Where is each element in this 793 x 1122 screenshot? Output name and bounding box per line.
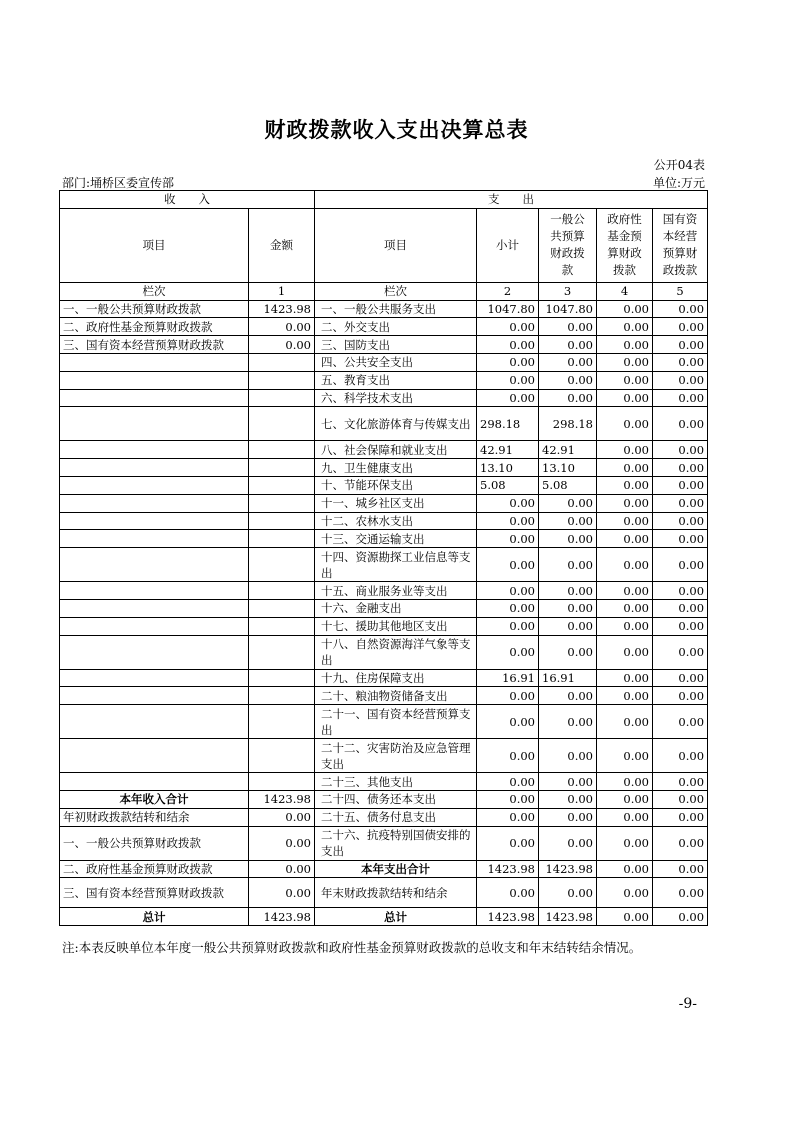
gov-fund-cell: 0.00 [597, 773, 653, 791]
subtotal-cell: 0.00 [477, 336, 539, 354]
subtotal-cell: 298.18 [477, 407, 539, 441]
gov-fund-cell: 0.00 [597, 353, 653, 371]
gov-fund-cell: 0.00 [597, 790, 653, 808]
expense-item-cell: 十四、资源勘探工业信息等支出 [315, 548, 477, 582]
expense-item-cell: 二十、粮油物资储备支出 [315, 687, 477, 705]
table-row [60, 687, 708, 705]
subtotal-cell: 0.00 [477, 878, 539, 908]
gov-fund-cell: 0.00 [597, 582, 653, 600]
subtotal-cell: 1047.80 [477, 300, 539, 318]
subtotal-cell: 16.91 [477, 669, 539, 687]
income-amount-cell [249, 441, 315, 459]
income-item-cell [60, 635, 249, 669]
expense-item-cell: 四、公共安全支出 [315, 353, 477, 371]
gov-fund-cell: 0.00 [597, 860, 653, 878]
gov-fund-cell: 0.00 [597, 300, 653, 318]
col-number-5: 5 [653, 282, 708, 300]
state-capital-cell: 0.00 [653, 582, 708, 600]
table-row [60, 908, 708, 926]
general-budget-cell: 0.00 [539, 353, 597, 371]
gov-fund-cell: 0.00 [597, 407, 653, 441]
subtotal-cell: 0.00 [477, 739, 539, 773]
department-label: 部门:埇桥区委宣传部 [62, 176, 175, 190]
income-item-cell [60, 494, 249, 512]
expense-item-cell: 二十二、灾害防治及应急管理支出 [315, 739, 477, 773]
income-item-cell: 二、政府性基金预算财政拨款 [60, 860, 249, 878]
income-item-cell [60, 669, 249, 687]
income-item-cell: 一、一般公共预算财政拨款 [60, 826, 249, 860]
state-capital-cell: 0.00 [653, 353, 708, 371]
general-budget-cell: 0.00 [539, 635, 597, 669]
general-budget-cell: 0.00 [539, 371, 597, 389]
income-item-cell [60, 512, 249, 530]
expense-item-cell: 三、国防支出 [315, 336, 477, 354]
expense-item-cell: 十九、住房保障支出 [315, 669, 477, 687]
income-amount-cell: 1423.98 [249, 300, 315, 318]
expense-item-cell: 十八、自然资源海洋气象等支出 [315, 635, 477, 669]
state-capital-cell: 0.00 [653, 635, 708, 669]
income-amount-cell [249, 459, 315, 477]
subtotal-cell: 0.00 [477, 705, 539, 739]
subtotal-cell: 0.00 [477, 790, 539, 808]
income-item-cell [60, 389, 249, 407]
gov-fund-cell: 0.00 [597, 476, 653, 494]
general-budget-cell: 0.00 [539, 318, 597, 336]
state-capital-cell: 0.00 [653, 860, 708, 878]
gov-fund-cell: 0.00 [597, 878, 653, 908]
expense-item-cell: 十三、交通运输支出 [315, 530, 477, 548]
income-item-cell: 三、国有资本经营预算财政拨款 [60, 336, 249, 354]
general-budget-cell: 0.00 [539, 599, 597, 617]
gov-fund-cell: 0.00 [597, 530, 653, 548]
table-row [60, 371, 708, 389]
general-budget-cell: 0.00 [539, 582, 597, 600]
header-row-section [60, 191, 708, 209]
income-item-cell [60, 582, 249, 600]
income-amount-cell [249, 494, 315, 512]
gov-fund-cell: 0.00 [597, 494, 653, 512]
col-gov-fund: 政府性基金预算财政拨款 [597, 208, 653, 282]
subtotal-cell: 0.00 [477, 494, 539, 512]
page-number: -9- [678, 996, 697, 1012]
subtotal-cell: 0.00 [477, 318, 539, 336]
income-amount-cell [249, 582, 315, 600]
income-amount-cell [249, 371, 315, 389]
state-capital-cell: 0.00 [653, 494, 708, 512]
state-capital-cell: 0.00 [653, 599, 708, 617]
table-row [60, 530, 708, 548]
income-item-cell [60, 476, 249, 494]
table-row [60, 617, 708, 635]
state-capital-cell: 0.00 [653, 548, 708, 582]
table-row [60, 353, 708, 371]
expense-item-cell: 十、节能环保支出 [315, 476, 477, 494]
expense-item-cell: 本年支出合计 [315, 860, 477, 878]
table-row [60, 336, 708, 354]
income-item-cell [60, 705, 249, 739]
gov-fund-cell: 0.00 [597, 459, 653, 477]
table-row [60, 389, 708, 407]
col-number-1: 1 [249, 282, 315, 300]
general-budget-cell: 0.00 [539, 808, 597, 826]
general-budget-cell: 0.00 [539, 705, 597, 739]
income-item-cell [60, 617, 249, 635]
gov-fund-cell: 0.00 [597, 318, 653, 336]
state-capital-cell: 0.00 [653, 617, 708, 635]
income-item-cell [60, 739, 249, 773]
state-capital-cell: 0.00 [653, 773, 708, 791]
income-amount-cell [249, 705, 315, 739]
table-row [60, 790, 708, 808]
income-item-cell [60, 773, 249, 791]
subtotal-cell: 0.00 [477, 371, 539, 389]
general-budget-cell: 42.91 [539, 441, 597, 459]
gov-fund-cell: 0.00 [597, 808, 653, 826]
income-amount-cell: 0.00 [249, 318, 315, 336]
subtotal-cell: 0.00 [477, 512, 539, 530]
subtotal-cell: 0.00 [477, 808, 539, 826]
page-title: 财政拨款收入支出决算总表 [264, 117, 529, 142]
table-row [60, 808, 708, 826]
col-number-3: 3 [539, 282, 597, 300]
col-number-4: 4 [597, 282, 653, 300]
header-row-numbers [60, 282, 708, 300]
general-budget-cell: 0.00 [539, 826, 597, 860]
state-capital-cell: 0.00 [653, 790, 708, 808]
subtotal-cell: 0.00 [477, 582, 539, 600]
unit-label: 单位:万元 [652, 176, 705, 190]
general-budget-cell: 0.00 [539, 687, 597, 705]
state-capital-cell: 0.00 [653, 878, 708, 908]
table-row [60, 476, 708, 494]
footnote: 注:本表反映单位本年度一般公共预算财政拨款和政府性基金预算财政拨款的总收支和年末结转结余情况。 [62, 940, 642, 955]
income-amount-cell [249, 548, 315, 582]
income-amount-cell: 0.00 [249, 860, 315, 878]
gov-fund-cell: 0.00 [597, 389, 653, 407]
income-item-cell: 三、国有资本经营预算财政拨款 [60, 878, 249, 908]
income-item-cell [60, 407, 249, 441]
gov-fund-cell: 0.00 [597, 371, 653, 389]
subtotal-cell: 0.00 [477, 530, 539, 548]
table-row [60, 494, 708, 512]
income-item-cell [60, 441, 249, 459]
income-item-cell: 一、一般公共预算财政拨款 [60, 300, 249, 318]
expense-item-cell: 五、教育支出 [315, 371, 477, 389]
expense-item-cell: 年末财政拨款结转和结余 [315, 878, 477, 908]
general-budget-cell: 0.00 [539, 512, 597, 530]
income-amount-cell [249, 353, 315, 371]
col-number-2: 2 [477, 282, 539, 300]
expense-item-cell: 总计 [315, 908, 477, 926]
table-row [60, 582, 708, 600]
income-amount-cell: 0.00 [249, 878, 315, 908]
general-budget-cell: 13.10 [539, 459, 597, 477]
gov-fund-cell: 0.00 [597, 669, 653, 687]
state-capital-cell: 0.00 [653, 389, 708, 407]
table-row [60, 773, 708, 791]
general-budget-cell: 0.00 [539, 790, 597, 808]
income-amount-cell [249, 635, 315, 669]
expense-item-cell: 十二、农林水支出 [315, 512, 477, 530]
subtotal-cell: 0.00 [477, 389, 539, 407]
subtotal-cell: 0.00 [477, 687, 539, 705]
subtotal-cell: 1423.98 [477, 908, 539, 926]
general-budget-cell: 0.00 [539, 548, 597, 582]
financial-summary-table [59, 190, 708, 926]
gov-fund-cell: 0.00 [597, 635, 653, 669]
income-amount-cell [249, 512, 315, 530]
income-amount-cell: 1423.98 [249, 908, 315, 926]
expense-item-cell: 十六、金融支出 [315, 599, 477, 617]
state-capital-cell: 0.00 [653, 476, 708, 494]
expense-item-cell: 六、科学技术支出 [315, 389, 477, 407]
table-row [60, 599, 708, 617]
income-item-cell: 年初财政拨款结转和结余 [60, 808, 249, 826]
state-capital-cell: 0.00 [653, 705, 708, 739]
subtotal-cell: 13.10 [477, 459, 539, 477]
gov-fund-cell: 0.00 [597, 336, 653, 354]
state-capital-cell: 0.00 [653, 300, 708, 318]
income-amount-cell [249, 617, 315, 635]
header-row-columns [60, 208, 708, 282]
table-row [60, 441, 708, 459]
state-capital-cell: 0.00 [653, 371, 708, 389]
income-item-cell [60, 687, 249, 705]
subtotal-cell: 5.08 [477, 476, 539, 494]
income-amount-cell [249, 476, 315, 494]
form-code: 公开04表 [653, 158, 705, 172]
general-budget-cell: 5.08 [539, 476, 597, 494]
general-budget-cell: 0.00 [539, 878, 597, 908]
gov-fund-cell: 0.00 [597, 908, 653, 926]
expense-item-cell: 十一、城乡社区支出 [315, 494, 477, 512]
income-item-cell: 本年收入合计 [60, 790, 249, 808]
state-capital-cell: 0.00 [653, 826, 708, 860]
table-row [60, 739, 708, 773]
state-capital-cell: 0.00 [653, 669, 708, 687]
expense-header: 支 出 [315, 191, 708, 209]
income-amount-cell [249, 773, 315, 791]
gov-fund-cell: 0.00 [597, 441, 653, 459]
income-amount-cell: 1423.98 [249, 790, 315, 808]
general-budget-cell: 298.18 [539, 407, 597, 441]
state-capital-cell: 0.00 [653, 459, 708, 477]
expense-item-cell: 十五、商业服务业等支出 [315, 582, 477, 600]
gov-fund-cell: 0.00 [597, 512, 653, 530]
subtotal-cell: 42.91 [477, 441, 539, 459]
table-row [60, 548, 708, 582]
table-row [60, 878, 708, 908]
general-budget-cell: 1423.98 [539, 908, 597, 926]
income-amount-cell [249, 687, 315, 705]
col-general-budget: 一般公共预算财政拨款 [539, 208, 597, 282]
expense-item-cell: 二十五、债务付息支出 [315, 808, 477, 826]
col-subtotal: 小计 [477, 208, 539, 282]
state-capital-cell: 0.00 [653, 512, 708, 530]
expense-item-cell: 二十三、其他支出 [315, 773, 477, 791]
gov-fund-cell: 0.00 [597, 548, 653, 582]
state-capital-cell: 0.00 [653, 739, 708, 773]
state-capital-cell: 0.00 [653, 808, 708, 826]
state-capital-cell: 0.00 [653, 318, 708, 336]
table-row [60, 459, 708, 477]
income-item-cell: 总计 [60, 908, 249, 926]
expense-item-cell: 二十一、国有资本经营预算支出 [315, 705, 477, 739]
general-budget-cell: 0.00 [539, 773, 597, 791]
income-amount-cell: 0.00 [249, 808, 315, 826]
general-budget-cell: 0.00 [539, 336, 597, 354]
expense-item-cell: 一、一般公共服务支出 [315, 300, 477, 318]
expense-item-cell: 八、社会保障和就业支出 [315, 441, 477, 459]
state-capital-cell: 0.00 [653, 441, 708, 459]
income-item-cell [60, 548, 249, 582]
state-capital-cell: 0.00 [653, 336, 708, 354]
state-capital-cell: 0.00 [653, 687, 708, 705]
expense-item-cell: 二十六、抗疫特别国债安排的支出 [315, 826, 477, 860]
table-row [60, 669, 708, 687]
expense-item-cell: 二十四、债务还本支出 [315, 790, 477, 808]
gov-fund-cell: 0.00 [597, 599, 653, 617]
state-capital-cell: 0.00 [653, 908, 708, 926]
general-budget-cell: 0.00 [539, 389, 597, 407]
expense-item-cell: 十七、援助其他地区支出 [315, 617, 477, 635]
income-amount-cell: 0.00 [249, 826, 315, 860]
gov-fund-cell: 0.00 [597, 705, 653, 739]
income-header: 收 入 [60, 191, 315, 209]
subtotal-cell: 0.00 [477, 617, 539, 635]
col-label-income: 栏次 [60, 282, 249, 300]
subtotal-cell: 0.00 [477, 773, 539, 791]
income-amount-cell: 0.00 [249, 336, 315, 354]
income-item-cell [60, 530, 249, 548]
income-item-cell [60, 599, 249, 617]
gov-fund-cell: 0.00 [597, 826, 653, 860]
income-item-cell [60, 371, 249, 389]
state-capital-cell: 0.00 [653, 530, 708, 548]
expense-item-cell: 九、卫生健康支出 [315, 459, 477, 477]
subtotal-cell: 0.00 [477, 599, 539, 617]
col-income-item: 项目 [60, 208, 249, 282]
subtotal-cell: 0.00 [477, 635, 539, 669]
general-budget-cell: 0.00 [539, 530, 597, 548]
subtotal-cell: 0.00 [477, 826, 539, 860]
table-row [60, 705, 708, 739]
subtotal-cell: 0.00 [477, 353, 539, 371]
income-item-cell [60, 459, 249, 477]
col-state-capital: 国有资本经营预算财政拨款 [653, 208, 708, 282]
income-amount-cell [249, 389, 315, 407]
state-capital-cell: 0.00 [653, 407, 708, 441]
table-row [60, 635, 708, 669]
col-income-amount: 金额 [249, 208, 315, 282]
general-budget-cell: 0.00 [539, 494, 597, 512]
subtotal-cell: 0.00 [477, 548, 539, 582]
income-item-cell: 二、政府性基金预算财政拨款 [60, 318, 249, 336]
gov-fund-cell: 0.00 [597, 687, 653, 705]
general-budget-cell: 0.00 [539, 739, 597, 773]
table-row [60, 860, 708, 878]
general-budget-cell: 16.91 [539, 669, 597, 687]
subtotal-cell: 1423.98 [477, 860, 539, 878]
gov-fund-cell: 0.00 [597, 739, 653, 773]
income-amount-cell [249, 407, 315, 441]
income-amount-cell [249, 669, 315, 687]
general-budget-cell: 1423.98 [539, 860, 597, 878]
expense-item-cell: 二、外交支出 [315, 318, 477, 336]
table-row [60, 826, 708, 860]
expense-item-cell: 七、文化旅游体育与传媒支出 [315, 407, 477, 441]
col-label-expense: 栏次 [315, 282, 477, 300]
income-item-cell [60, 353, 249, 371]
income-amount-cell [249, 739, 315, 773]
col-expense-item: 项目 [315, 208, 477, 282]
table-row [60, 512, 708, 530]
general-budget-cell: 0.00 [539, 617, 597, 635]
income-amount-cell [249, 599, 315, 617]
general-budget-cell: 1047.80 [539, 300, 597, 318]
table-row [60, 318, 708, 336]
income-amount-cell [249, 530, 315, 548]
table-row [60, 300, 708, 318]
gov-fund-cell: 0.00 [597, 617, 653, 635]
table-row [60, 407, 708, 441]
